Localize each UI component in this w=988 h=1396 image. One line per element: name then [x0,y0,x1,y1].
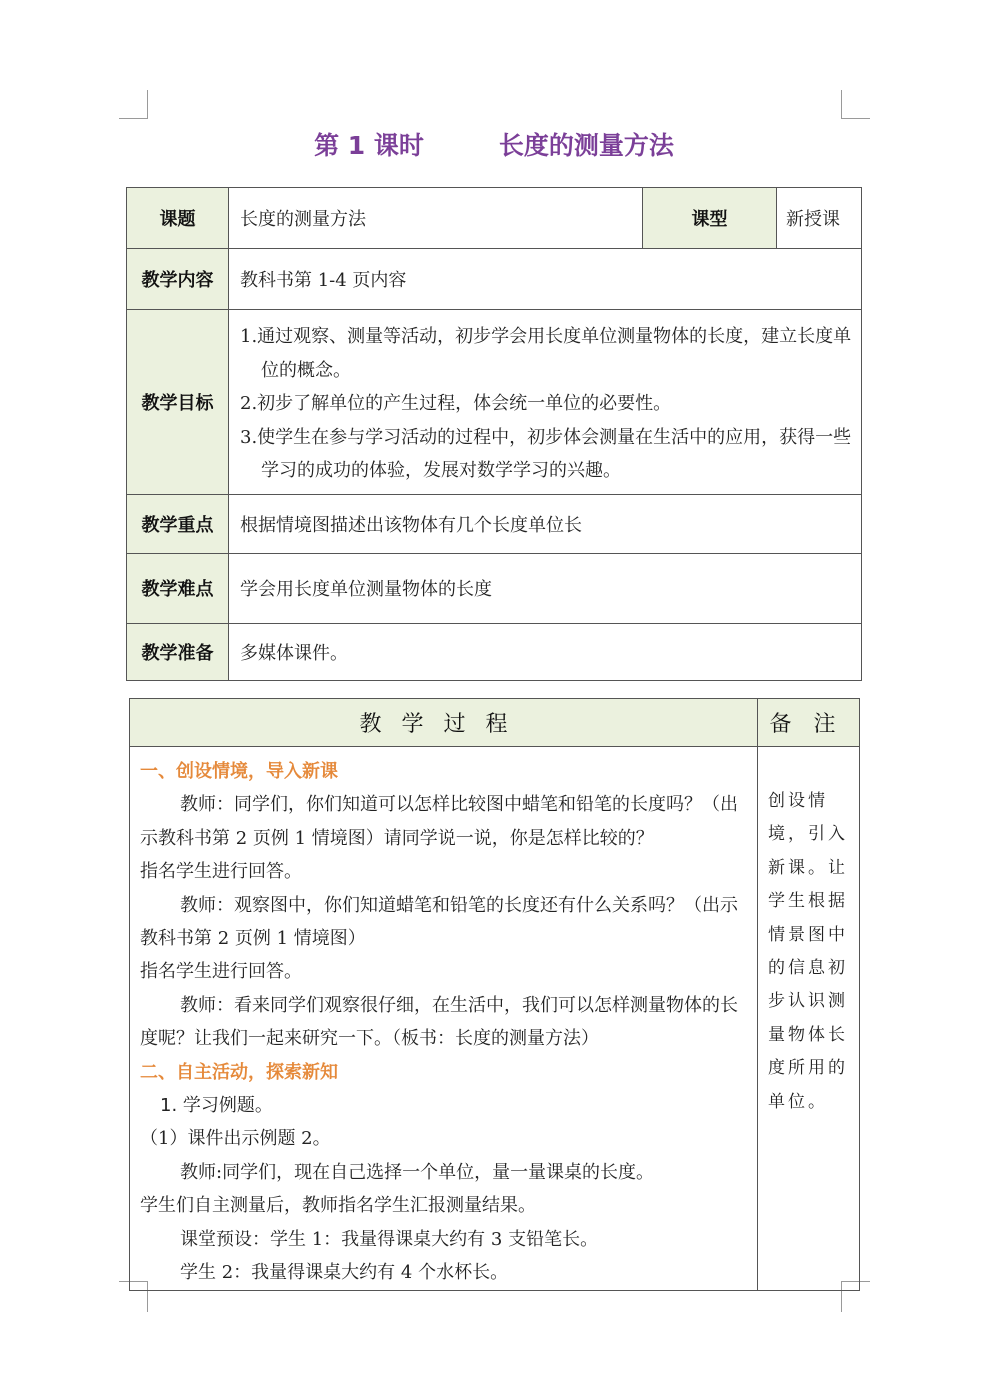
key-point-value: 根据情境图描述出该物体有几个长度单位长 [229,494,862,553]
note-text: 创设情境，引入新课。让学生根据情景图中的信息初步认识测量物体长度所用的单位。 [758,747,860,1291]
difficulty-label: 教学难点 [127,553,229,623]
paragraph: 教师:同学们，现在自己选择一个单位，量一量课桌的长度。 [180,1161,655,1183]
process-header: 教学过程 [130,699,758,747]
paragraph: 学生们自主测量后，教师指名学生汇报测量结果。 [140,1195,536,1217]
subject-label: 课题 [127,188,229,249]
paragraph: 学生 2：我量得课桌大约有 4 个水杯长。 [180,1262,509,1284]
key-point-label: 教学重点 [127,494,229,553]
paragraph: （1）课件出示例题 2。 [140,1128,331,1150]
lesson-type-value: 新授课 [777,188,862,249]
crop-mark-top-right [841,90,870,119]
goal-item: 3.使学生在参与学习活动的过程中，初步体会测量在生活中的应用，获得一些学习的成功的体验，发展对数学学习的兴趣。 [240,426,852,481]
lesson-info-table [126,187,862,681]
paragraph: 指名学生进行回答。 [140,861,302,883]
paragraph: 课堂预设：学生 1：我量得课桌大约有 3 支铅笔长。 [180,1228,599,1250]
preparation-label: 教学准备 [127,623,229,680]
preparation-value: 多媒体课件。 [229,623,862,680]
lesson-type-label: 课型 [643,188,777,249]
subheading: 1. 学习例题。 [160,1095,273,1117]
goal-item: 1.通过观察、测量等活动，初步学会用长度单位测量物体的长度，建立长度单位的概念。 [240,326,852,381]
process-content [130,747,758,1291]
paragraph: 教师：同学们，你们知道可以怎样比较图中蜡笔和铅笔的长度吗？（出示教科书第 2 页例 1 情境图）请同学说一说，你是怎样比较的？ [140,794,738,849]
content-label: 教学内容 [127,249,229,310]
goals-list [229,310,862,495]
difficulty-value: 学会用长度单位测量物体的长度 [229,553,862,623]
paragraph: 教师：观察图中，你们知道蜡笔和铅笔的长度还有什么关系吗？（出示教科书第 2 页例 1 情境图） [140,894,738,950]
crop-mark-top-left [119,90,148,119]
subject-value: 长度的测量方法 [229,188,643,249]
notes-header: 备注 [758,699,860,747]
paragraph: 指名学生进行回答。 [140,961,302,983]
section-title: 一、创设情境，导入新课 [140,761,338,782]
teaching-process-table [129,698,860,1291]
goal-item: 2.初步了解单位的产生过程，体会统一单位的必要性。 [240,393,672,414]
goals-label: 教学目标 [127,310,229,495]
content-value: 教科书第 1-4 页内容 [229,249,862,310]
section-title: 二、自主活动，探索新知 [140,1061,338,1083]
page-title: 第 1 课时 长度的测量方法 [314,131,674,160]
paragraph: 教师：看来同学们观察很仔细，在生活中，我们可以怎样测量物体的长度呢？让我们一起来研究一下。（板书：长度的测量方法） [140,994,738,1050]
